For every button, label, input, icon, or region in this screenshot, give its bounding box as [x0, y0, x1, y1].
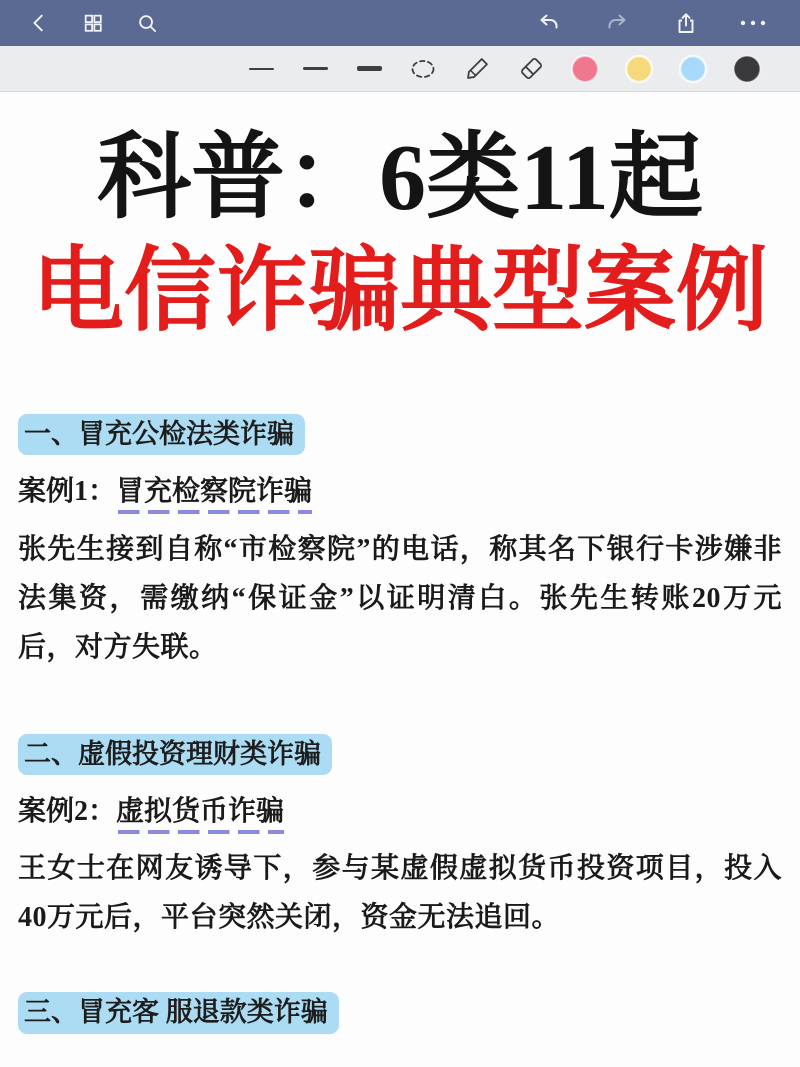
case-2-line [18, 794, 782, 830]
case-2-label: 案例2： [18, 796, 117, 828]
pencil-icon [464, 55, 491, 82]
back-button[interactable] [22, 6, 56, 40]
undo-icon [537, 11, 561, 35]
back-chevron-icon [28, 12, 50, 34]
share-icon [673, 11, 697, 35]
section-3 [18, 992, 782, 1033]
section-3-heading-highlighted: 三、冒充客 服退款类诈骗 [18, 992, 339, 1033]
topbar-left-group [22, 6, 164, 40]
case-1-body: 张先生接到自称“市检察院”的电话，称其名下银行卡涉嫌非法集资，需缴纳“保证金”以证明清白。张先生转账20万元后，对方失联。 [18, 533, 782, 663]
pen-color-red-button[interactable] [570, 54, 600, 84]
thumbnail-grid-button[interactable] [76, 6, 110, 40]
page-title-red: 电信诈骗典型案例 [31, 240, 768, 343]
lasso-icon [408, 56, 438, 82]
page-grid-icon [82, 12, 104, 34]
section-2 [18, 734, 782, 775]
redo-icon [605, 11, 629, 35]
pen-color-blue-button[interactable] [678, 54, 708, 84]
stroke-thin-button[interactable] [246, 54, 276, 84]
section-2-heading-highlighted: 二、虚假投资理财类诈骗 [18, 734, 332, 775]
pen-color-yellow-icon [625, 55, 653, 83]
note-page-canvas[interactable] [0, 92, 800, 1067]
more-button[interactable] [736, 6, 770, 40]
share-button[interactable] [668, 6, 702, 40]
undo-button[interactable] [532, 6, 566, 40]
topbar-right-group [532, 6, 770, 40]
stroke-medium-icon [303, 67, 328, 70]
eraser-icon [518, 55, 545, 82]
stroke-thin-icon [249, 68, 274, 70]
eraser-tool-button[interactable] [516, 54, 546, 84]
more-ellipsis-icon [738, 11, 768, 35]
search-button[interactable] [130, 6, 164, 40]
pencil-tool-button[interactable] [462, 54, 492, 84]
case-1-label: 案例1： [18, 476, 117, 508]
stroke-thick-button[interactable] [354, 54, 384, 84]
case-2-body: 王女士在网友诱导下，参与某虚假虚拟货币投资项目，投入40万元后，平台突然关闭，资金无法追回。 [18, 853, 782, 934]
top-navigation-bar [0, 0, 800, 46]
pen-color-red-icon [571, 55, 599, 83]
section-1-heading-highlighted: 一、冒充公检法类诈骗 [18, 414, 305, 455]
pen-color-yellow-button[interactable] [624, 54, 654, 84]
stroke-thick-icon [357, 66, 382, 71]
stroke-medium-button[interactable] [300, 54, 330, 84]
pen-color-blue-icon [679, 55, 707, 83]
redo-button[interactable] [600, 6, 634, 40]
lasso-tool-button[interactable] [408, 54, 438, 84]
case-1-title-underlined: 冒充检察院诈骗 [116, 476, 312, 514]
pen-color-black-button[interactable] [732, 54, 762, 84]
case-2-title-underlined: 虚拟货币诈骗 [116, 796, 284, 834]
pen-color-black-icon [733, 55, 761, 83]
search-icon [136, 12, 159, 35]
case-1-line [18, 474, 782, 510]
section-1 [18, 414, 782, 455]
page-title-black: 科普：6类11起 [97, 126, 703, 230]
drawing-toolbar [0, 46, 800, 92]
